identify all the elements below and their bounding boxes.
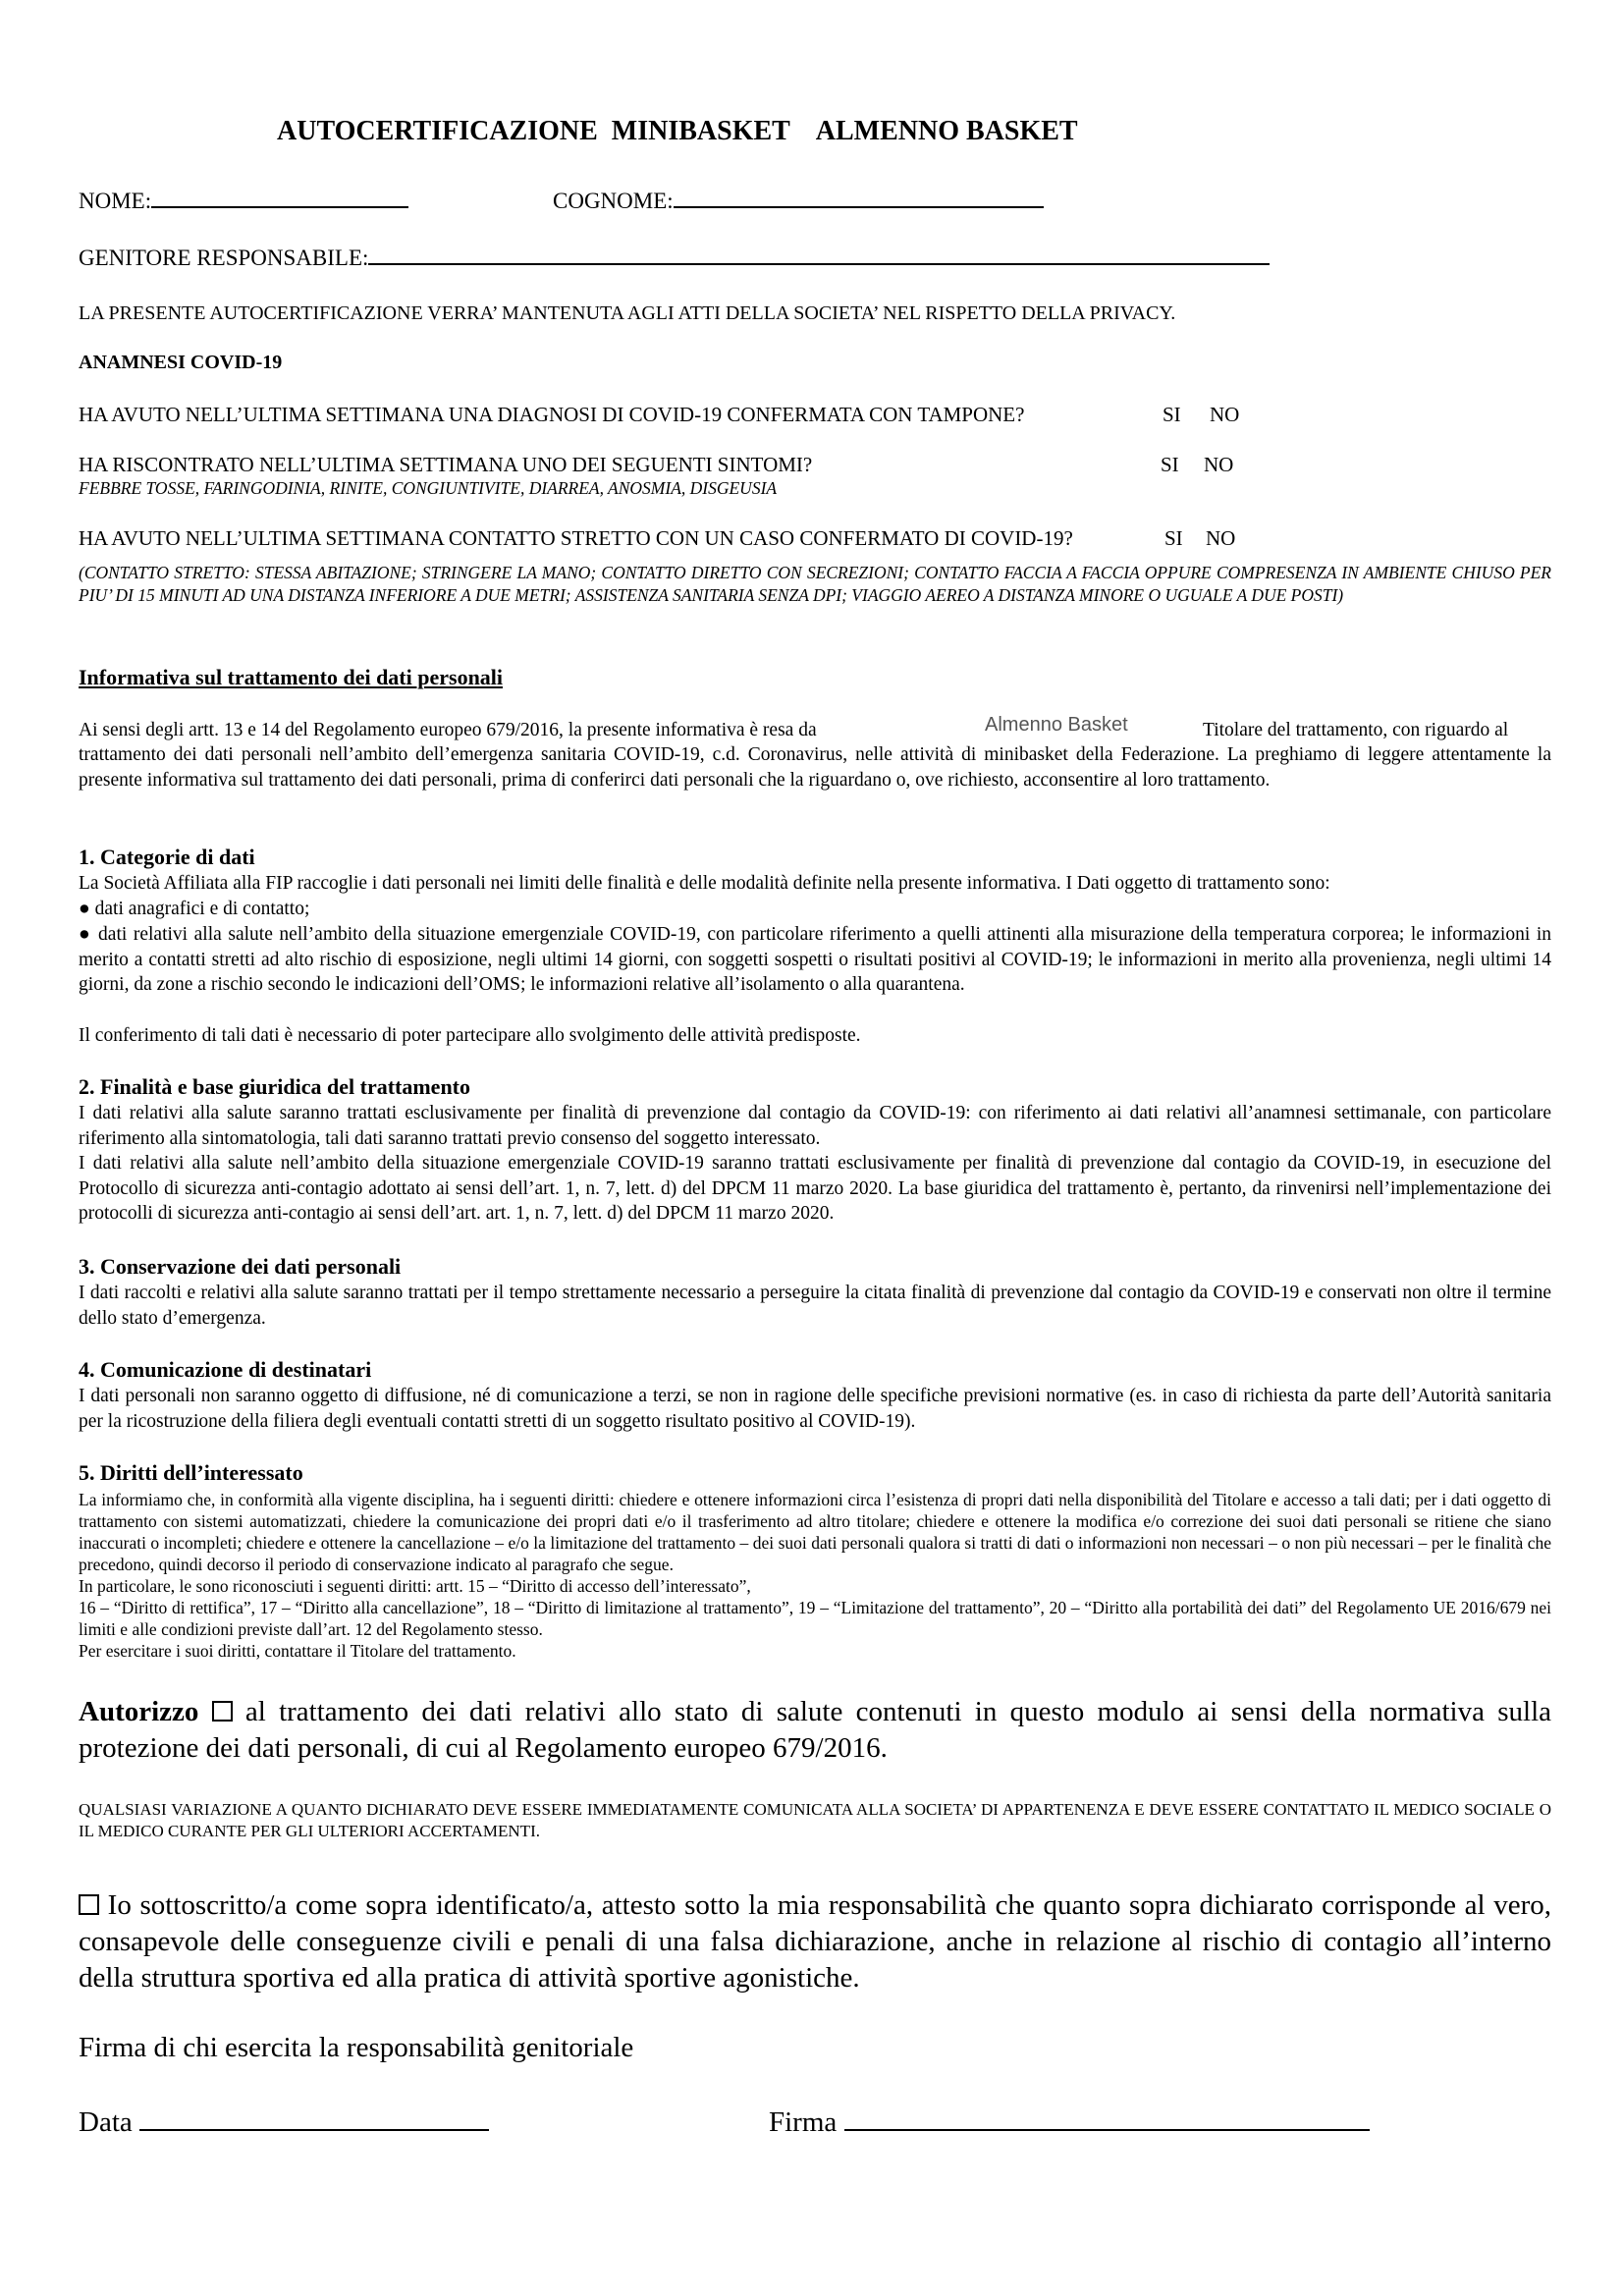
section-2-text-2: I dati relativi alla salute nell’ambito della situazione emergenziale COVID-19 saranno trattati esclusivamente per finalità di prevenzione dal contagio da COVID-19, in esecuzione del Protocollo di sicurezza anti-contagio adottato ai sensi dell’art. 1, n. 7, lett. d) del DPCM 11 marzo 2020. La base giuridica del trattamento è, pertanto, da rinvenirsi nell’implementazione dei protocolli di sicurezza anti-contagio ai sensi dell’art. art. 1, n. 7, lett. d) del DPCM 11 marzo 2020. (79, 1153, 1551, 1224)
nome-label: NOME: (79, 189, 152, 213)
q3-yes-option[interactable]: SI (1164, 526, 1183, 550)
signature-note: Firma di chi esercita la responsabilità genitoriale (79, 2032, 634, 2063)
signature-label: Firma (769, 2106, 838, 2138)
question-1: HA AVUTO NELL’ULTIMA SETTIMANA UNA DIAGNOSI DI COVID-19 CONFERMATA CON TAMPONE? (79, 403, 1025, 426)
autorizzo-checkbox[interactable] (212, 1701, 233, 1722)
section-4-title: 4. Comunicazione di destinatari (79, 1357, 372, 1382)
informativa-intro-a: Ai sensi degli artt. 13 e 14 del Regolamento europeo 679/2016, la presente informativa è resa da (79, 720, 817, 740)
document-title: AUTOCERTIFICAZIONE MINIBASKET ALMENNO BASKET (277, 116, 1078, 146)
section-1-bullet-2: ● dati relativi alla salute nell’ambito della situazione emergenziale COVID-19, con particolare riferimento a quelli attinenti alla misurazione della temperatura corporea; le informazioni in merito a contatti stretti ad alto rischio di esposizione, negli ultimi 14 giorni, con soggetti sospetti o risultati positivi al COVID-19; le informazioni in merito alla provenienza, negli ultimi 14 giorni, da zone a rischio secondo le indicazioni dell’OMS; le informazioni relative all’isolamento o alla quarantena. (79, 924, 1551, 995)
privacy-note: LA PRESENTE AUTOCERTIFICAZIONE VERRA’ MANTENUTA AGLI ATTI DELLA SOCIETA’ NEL RISPETTO DELLA PRIVACY. (79, 302, 1176, 324)
section-5-text-3: 16 – “Diritto di rettifica”, 17 – “Diritto alla cancellazione”, 18 – “Diritto di limitazione al trattamento”, 19 – “Limitazione del trattamento”, 20 – “Diritto alla portabilità dei dati” del Regolamento UE 2016/679 nei limiti e alle condizioni previste dall’art. 12 del Regolamento stesso. (79, 1598, 1551, 1639)
autorizzo-text: al trattamento dei dati relativi allo stato di salute contenuti in questo modulo ai sensi della normativa sulla protezione dei dati personali, di cui al Regolamento europeo 679/2016. (79, 1696, 1552, 1764)
section-3-title: 3. Conservazione dei dati personali (79, 1254, 402, 1279)
section-1-end: Il conferimento di tali dati è necessario di poter partecipare allo svolgimento delle attività predisposte. (79, 1025, 861, 1046)
q1-yes-option[interactable]: SI (1163, 403, 1181, 426)
autorizzo-label: Autorizzo (79, 1696, 199, 1727)
attestation-text: Io sottoscritto/a come sopra identificato/a, attesto sotto la mia responsabilità che quanto sopra dichiarato corrisponde al vero, consapevole delle conseguenze civili e penali di una falsa dichiarazione, anche in relazione al rischio di contagio all’interno della struttura sportiva ed alla pratica di attività sportive agonistiche. (79, 1889, 1552, 1994)
cognome-row (553, 189, 1044, 214)
q1-no-option[interactable]: NO (1210, 403, 1240, 426)
date-field[interactable] (139, 2129, 489, 2131)
date-row (79, 2106, 489, 2139)
genitore-label: GENITORE RESPONSABILE: (79, 246, 369, 270)
club-name: Almenno Basket (985, 714, 1128, 736)
section-1-bullet-1: ● dati anagrafici e di contatto; (79, 899, 310, 919)
section-2-title: 2. Finalità e base giuridica del trattamento (79, 1074, 471, 1099)
nome-row (79, 189, 408, 214)
genitore-field[interactable] (368, 263, 1270, 265)
informativa-heading: Informativa sul trattamento dei dati personali (79, 665, 504, 689)
section-1-text: La Società Affiliata alla FIP raccoglie i dati personali nei limiti delle finalità e delle modalità definite nella presente informativa. I Dati oggetto di trattamento sono: (79, 873, 1330, 894)
section-5-text-2: In particolare, le sono riconosciuti i seguenti diritti: artt. 15 – “Diritto di accesso dell’interessato”, (79, 1576, 751, 1596)
q2-yes-option[interactable]: SI (1161, 453, 1179, 476)
nome-field[interactable] (151, 206, 408, 208)
informativa-intro-rest: trattamento dei dati personali nell’ambito dell’emergenza sanitaria COVID-19, c.d. Coronavirus, nelle attività di minibasket della Federazione. La preghiamo di leggere attentamente la presente informativa sul trattamento dei dati personali, prima di conferirci dati personali che la riguardano o, ove richiesto, acconsentire al loro trattamento. (79, 744, 1551, 791)
cognome-field[interactable] (674, 206, 1044, 208)
contact-definition-note: (CONTATTO STRETTO: STESSA ABITAZIONE; STRINGERE LA MANO; CONTATTO DIRETTO CON SECREZIONI; CONTATTO FACCIA A FACCIA OPPURE COMPRESENZA IN AMBIENTE CHIUSO PER PIU’ DI 15 MINUTI AD UNA DISTANZA INFERIORE A DUE METRI; ASSISTENZA SANITARIA SENZA DPI; VIAGGIO AEREO A DISTANZA MINORE O UGUALE A DUE POSTI) (79, 563, 1551, 605)
q2-no-option[interactable]: NO (1204, 453, 1234, 476)
attestation-checkbox[interactable] (79, 1894, 99, 1915)
variation-notice: QUALSIASI VARIAZIONE A QUANTO DICHIARATO DEVE ESSERE IMMEDIATAMENTE COMUNICATA ALLA SOCIETA’ DI APPARTENENZA E DEVE ESSERE CONTATTATO IL MEDICO SOCIALE O IL MEDICO CURANTE PER GLI ULTERIORI ACCERTAMENTI. (79, 1800, 1551, 1840)
section-4-text: I dati personali non saranno oggetto di diffusione, né di comunicazione a terzi, se non in ragione delle specifiche previsioni normative (es. in caso di richiesta da parte dell’Autorità sanitaria per la ricostruzione della filiera degli eventuali contatti stretti di un soggetto risultato positivo al COVID-19). (79, 1386, 1551, 1432)
question-2: HA RISCONTRATO NELL’ULTIMA SETTIMANA UNO DEI SEGUENTI SINTOMI? (79, 453, 813, 476)
section-2-text: I dati relativi alla salute saranno trattati esclusivamente per finalità di prevenzione dal contagio da COVID-19: con riferimento ai dati relativi all’anamnesi settimanale, con particolare riferimento alla sintomatologia, tali dati saranno trattati previo consenso del soggetto interessato. (79, 1103, 1551, 1149)
q3-no-option[interactable]: NO (1206, 526, 1236, 550)
signature-field[interactable] (844, 2129, 1370, 2131)
informativa-intro-b: Titolare del trattamento, con riguardo al (1203, 720, 1509, 740)
genitore-row (79, 246, 1270, 271)
question-2-symptoms: FEBBRE TOSSE, FARINGODINIA, RINITE, CONGIUNTIVITE, DIARREA, ANOSMIA, DISGEUSIA (79, 478, 778, 498)
section-3-text: I dati raccolti e relativi alla salute saranno trattati per il tempo strettamente necessario a perseguire la citata finalità di prevenzione dal contagio da COVID-19 e conservati non oltre il termine dello stato d’emergenza. (79, 1283, 1551, 1329)
section-1-title: 1. Categorie di dati (79, 845, 255, 869)
section-5-text-4: Per esercitare i suoi diritti, contattare il Titolare del trattamento. (79, 1641, 516, 1661)
attestation-statement (79, 1887, 1551, 1996)
autorizzo-statement (79, 1694, 1551, 1767)
date-label: Data (79, 2106, 133, 2138)
section-5-text: La informiamo che, in conformità alla vigente disciplina, ha i seguenti diritti: chiedere e ottenere informazioni circa l’esistenza di propri dati nella disponibilità del Titolare e accesso a tali dati; per i dati oggetto di trattamento con sistemi automatizzati, chiedere la comunicazione dei propri dati e/o il trasferimento ad altro titolare; chiedere e ottenere la modifica e/o correzione dei suoi dati personali se ritiene che siano inaccurati o incompleti; chiedere e ottenere la cancellazione – e/o la limitazione del trattamento – dei suoi dati personali qualora si tratti di dati o informazioni non necessari – o non più necessari – per le finalità che precedono, quindi decorso il periodo di conservazione indicato al paragrafo che segue. (79, 1490, 1551, 1574)
question-3: HA AVUTO NELL’ULTIMA SETTIMANA CONTATTO STRETTO CON UN CASO CONFERMATO DI COVID-19? (79, 526, 1073, 550)
cognome-label: COGNOME: (553, 189, 674, 213)
section-5-title: 5. Diritti dell’interessato (79, 1460, 303, 1485)
signature-row (769, 2106, 1370, 2139)
anamnesi-heading: ANAMNESI COVID-19 (79, 352, 283, 373)
